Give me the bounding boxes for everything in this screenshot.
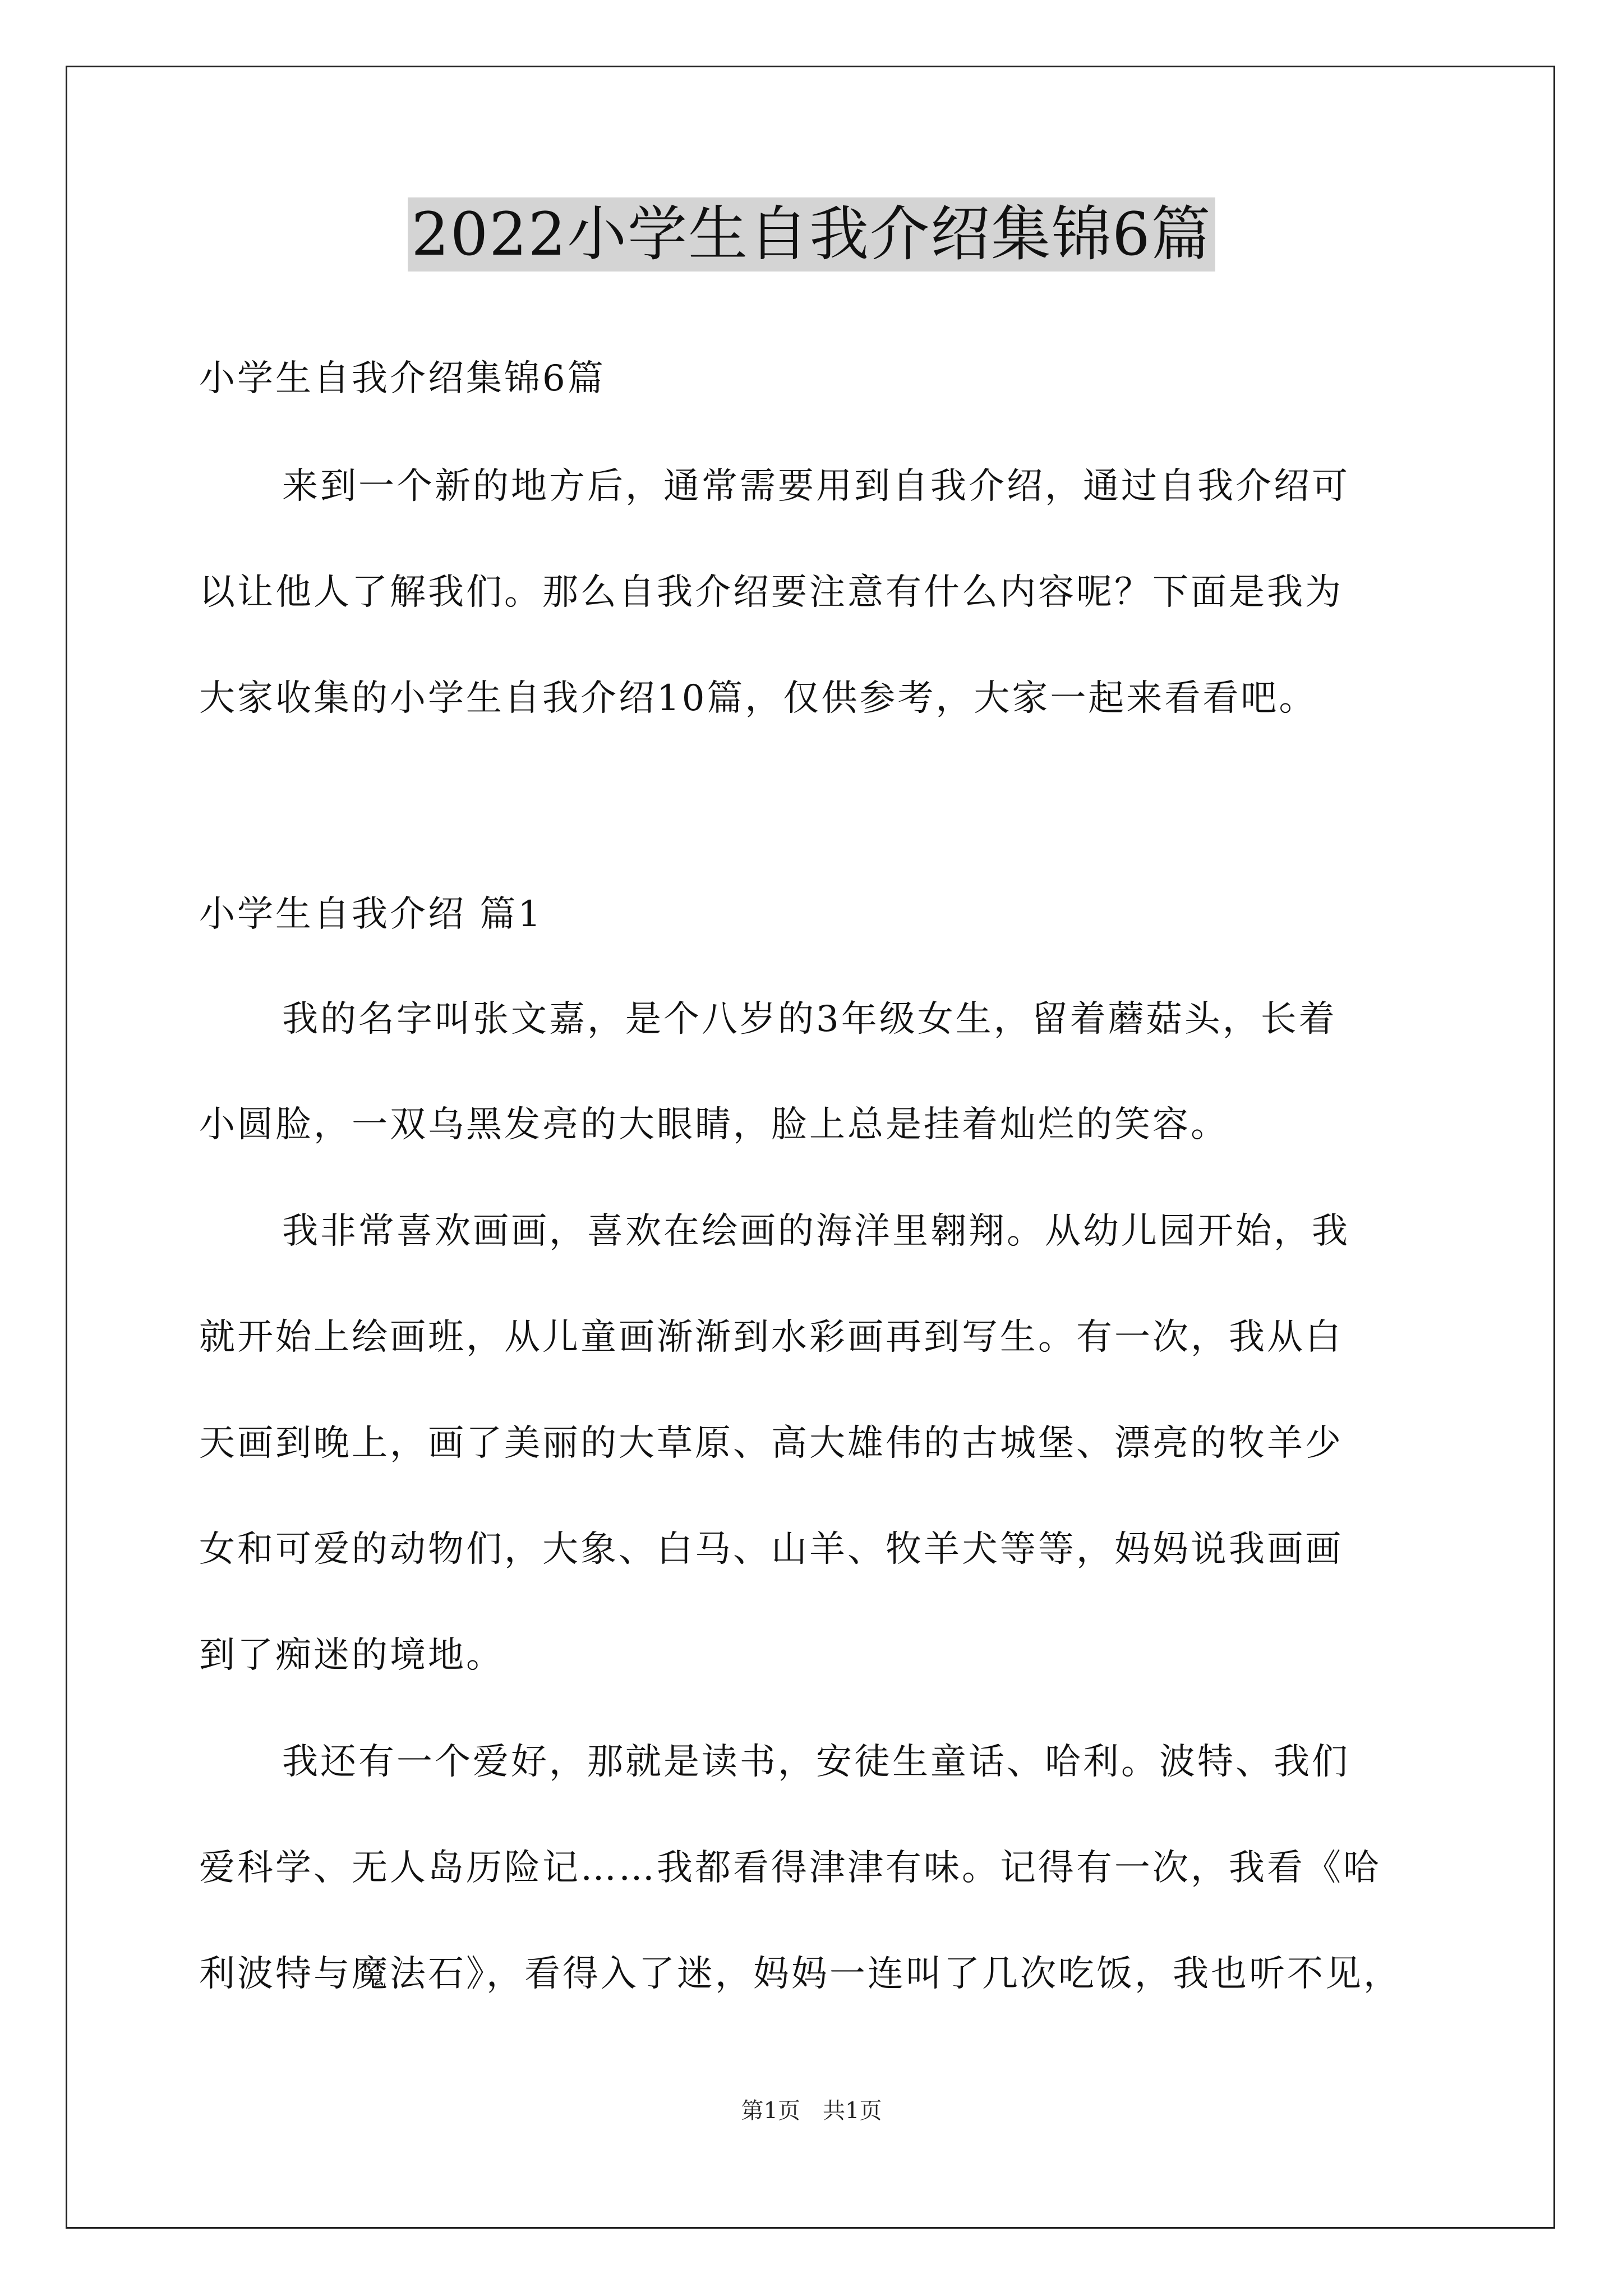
- intro-line: 以让他人了解我们。那么自我介绍要注意有什么内容呢？下面是我为: [199, 572, 1343, 613]
- document-title: 2022小学生自我介绍集锦6篇: [408, 197, 1215, 272]
- intro-line: 来到一个新的地方后，通常需要用到自我介绍，通过自我介绍可: [282, 466, 1350, 507]
- document-subtitle: 小学生自我介绍集锦6篇: [199, 358, 606, 399]
- paragraph-line: 女和可爱的动物们，大象、白马、山羊、牧羊犬等等，妈妈说我画画: [199, 1529, 1343, 1570]
- paragraph-line: 爱科学、无人岛历险记……我都看得津津有味。记得有一次，我看《哈: [199, 1847, 1381, 1889]
- paragraph-line: 就开始上绘画班，从儿童画渐渐到水彩画再到写生。有一次，我从白: [199, 1317, 1343, 1358]
- paragraph-line: 我的名字叫张文嘉，是个八岁的3年级女生，留着蘑菇头，长着: [282, 999, 1337, 1040]
- title-container: [0, 197, 1623, 272]
- section-heading: 小学生自我介绍 篇1: [199, 894, 543, 935]
- intro-line: 大家收集的小学生自我介绍10篇，仅供参考，大家一起来看看吧。: [199, 678, 1317, 719]
- paragraph-line: 到了痴迷的境地。: [199, 1635, 504, 1676]
- paragraph-line: 天画到晚上，画了美丽的大草原、高大雄伟的古城堡、漂亮的牧羊少: [199, 1423, 1343, 1464]
- paragraph-line: 我还有一个爱好，那就是读书，安徒生童话、哈利。波特、我们: [282, 1741, 1350, 1783]
- paragraph-line: 小圆脸，一双乌黑发亮的大眼睛，脸上总是挂着灿烂的笑容。: [199, 1104, 1229, 1145]
- paragraph-line: 我非常喜欢画画，喜欢在绘画的海洋里翱翔。从幼儿园开始，我: [282, 1211, 1350, 1252]
- page-footer: 第1页 共1页: [741, 2098, 882, 2124]
- paragraph-line: 利波特与魔法石》，看得入了迷，妈妈一连叫了几次吃饭，我也听不见，: [199, 1953, 1401, 1995]
